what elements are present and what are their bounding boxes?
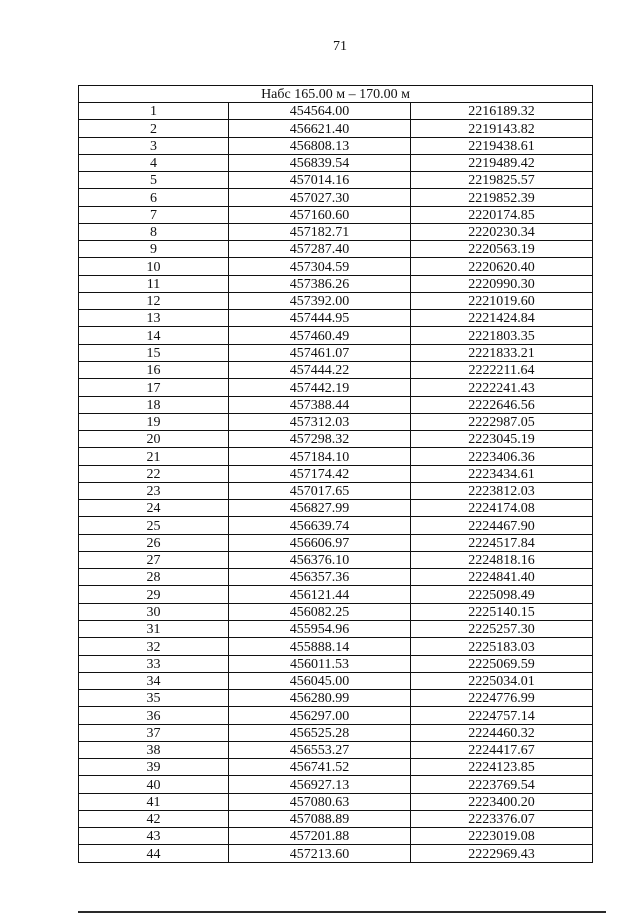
- point-number-cell: 5: [79, 172, 229, 189]
- table-row: [79, 431, 593, 448]
- y-coordinate-cell: 2221424.84: [411, 310, 593, 327]
- point-number-cell: 3: [79, 137, 229, 154]
- y-coordinate-cell: 2224460.32: [411, 724, 593, 741]
- point-number-cell: 43: [79, 828, 229, 845]
- table-row: [79, 189, 593, 206]
- point-number-cell: 16: [79, 361, 229, 378]
- table-row: [79, 172, 593, 189]
- point-number-cell: 22: [79, 465, 229, 482]
- y-coordinate-cell: 2225140.15: [411, 603, 593, 620]
- point-number-cell: 28: [79, 569, 229, 586]
- point-number-cell: 26: [79, 534, 229, 551]
- table-row: [79, 292, 593, 309]
- table-row: [79, 361, 593, 378]
- table-row: [79, 638, 593, 655]
- table-row: [79, 690, 593, 707]
- table-row: [79, 793, 593, 810]
- table-row: [79, 379, 593, 396]
- point-number-cell: 27: [79, 551, 229, 568]
- y-coordinate-cell: 2219438.61: [411, 137, 593, 154]
- x-coordinate-cell: 457460.49: [229, 327, 411, 344]
- y-coordinate-cell: 2223045.19: [411, 431, 593, 448]
- x-coordinate-cell: 457304.59: [229, 258, 411, 275]
- y-coordinate-cell: 2222646.56: [411, 396, 593, 413]
- y-coordinate-cell: 2224776.99: [411, 690, 593, 707]
- x-coordinate-cell: 456621.40: [229, 120, 411, 137]
- point-number-cell: 14: [79, 327, 229, 344]
- point-number-cell: 18: [79, 396, 229, 413]
- y-coordinate-cell: 2221019.60: [411, 292, 593, 309]
- table-row: [79, 551, 593, 568]
- point-number-cell: 19: [79, 413, 229, 430]
- x-coordinate-cell: 454564.00: [229, 103, 411, 120]
- y-coordinate-cell: 2223812.03: [411, 482, 593, 499]
- y-coordinate-cell: 2223376.07: [411, 810, 593, 827]
- x-coordinate-cell: 456121.44: [229, 586, 411, 603]
- table-row: [79, 258, 593, 275]
- x-coordinate-cell: 457017.65: [229, 482, 411, 499]
- table-row: [79, 465, 593, 482]
- table-row: [79, 206, 593, 223]
- point-number-cell: 2: [79, 120, 229, 137]
- y-coordinate-cell: 2221833.21: [411, 344, 593, 361]
- table-row: [79, 275, 593, 292]
- y-coordinate-cell: 2225183.03: [411, 638, 593, 655]
- x-coordinate-cell: 457184.10: [229, 448, 411, 465]
- table-header: [79, 86, 593, 103]
- y-coordinate-cell: 2224757.14: [411, 707, 593, 724]
- table-row: [79, 500, 593, 517]
- y-coordinate-cell: 2224467.90: [411, 517, 593, 534]
- y-coordinate-cell: 2220563.19: [411, 241, 593, 258]
- y-coordinate-cell: 2224123.85: [411, 759, 593, 776]
- point-number-cell: 39: [79, 759, 229, 776]
- x-coordinate-cell: 456827.99: [229, 500, 411, 517]
- x-coordinate-cell: 457298.32: [229, 431, 411, 448]
- x-coordinate-cell: 457388.44: [229, 396, 411, 413]
- table-row: [79, 448, 593, 465]
- x-coordinate-cell: 456525.28: [229, 724, 411, 741]
- point-number-cell: 20: [79, 431, 229, 448]
- x-coordinate-cell: 457312.03: [229, 413, 411, 430]
- table-title-cell: Набс 165.00 м – 170.00 м: [79, 86, 593, 103]
- x-coordinate-cell: 456376.10: [229, 551, 411, 568]
- y-coordinate-cell: 2222987.05: [411, 413, 593, 430]
- point-number-cell: 7: [79, 206, 229, 223]
- y-coordinate-cell: 2224174.08: [411, 500, 593, 517]
- x-coordinate-cell: 456082.25: [229, 603, 411, 620]
- x-coordinate-cell: 457080.63: [229, 793, 411, 810]
- scan-edge-line: [78, 911, 606, 913]
- page-number: 71: [333, 39, 347, 54]
- table-row: [79, 810, 593, 827]
- x-coordinate-cell: 456297.00: [229, 707, 411, 724]
- table-body: [79, 103, 593, 863]
- x-coordinate-cell: 456741.52: [229, 759, 411, 776]
- table-row: [79, 120, 593, 137]
- table-row: [79, 828, 593, 845]
- y-coordinate-cell: 2225069.59: [411, 655, 593, 672]
- table-row: [79, 741, 593, 758]
- table-row: [79, 517, 593, 534]
- point-number-cell: 32: [79, 638, 229, 655]
- point-number-cell: 41: [79, 793, 229, 810]
- y-coordinate-cell: 2225098.49: [411, 586, 593, 603]
- y-coordinate-cell: 2224517.84: [411, 534, 593, 551]
- point-number-cell: 8: [79, 223, 229, 240]
- x-coordinate-cell: 457287.40: [229, 241, 411, 258]
- table-row: [79, 103, 593, 120]
- y-coordinate-cell: 2225034.01: [411, 672, 593, 689]
- table-row: [79, 655, 593, 672]
- y-coordinate-cell: 2224818.16: [411, 551, 593, 568]
- x-coordinate-cell: 456280.99: [229, 690, 411, 707]
- table-row: [79, 413, 593, 430]
- point-number-cell: 31: [79, 620, 229, 637]
- point-number-cell: 11: [79, 275, 229, 292]
- table-row: [79, 586, 593, 603]
- y-coordinate-cell: 2223434.61: [411, 465, 593, 482]
- x-coordinate-cell: 457461.07: [229, 344, 411, 361]
- point-number-cell: 34: [79, 672, 229, 689]
- point-number-cell: 23: [79, 482, 229, 499]
- y-coordinate-cell: 2220174.85: [411, 206, 593, 223]
- table-row: [79, 724, 593, 741]
- point-number-cell: 37: [79, 724, 229, 741]
- point-number-cell: 15: [79, 344, 229, 361]
- y-coordinate-cell: 2222969.43: [411, 845, 593, 862]
- table-row: [79, 396, 593, 413]
- table-row: [79, 482, 593, 499]
- x-coordinate-cell: 455888.14: [229, 638, 411, 655]
- point-number-cell: 25: [79, 517, 229, 534]
- x-coordinate-cell: 457088.89: [229, 810, 411, 827]
- point-number-cell: 4: [79, 154, 229, 171]
- point-number-cell: 29: [79, 586, 229, 603]
- table-row: [79, 845, 593, 862]
- table-row: [79, 344, 593, 361]
- y-coordinate-cell: 2223400.20: [411, 793, 593, 810]
- x-coordinate-cell: 457014.16: [229, 172, 411, 189]
- x-coordinate-cell: 456606.97: [229, 534, 411, 551]
- table-row: [79, 759, 593, 776]
- y-coordinate-cell: 2219852.39: [411, 189, 593, 206]
- x-coordinate-cell: 457444.95: [229, 310, 411, 327]
- point-number-cell: 44: [79, 845, 229, 862]
- y-coordinate-cell: 2225257.30: [411, 620, 593, 637]
- point-number-cell: 21: [79, 448, 229, 465]
- table-row: [79, 569, 593, 586]
- table-row: [79, 776, 593, 793]
- point-number-cell: 38: [79, 741, 229, 758]
- y-coordinate-cell: 2220230.34: [411, 223, 593, 240]
- y-coordinate-cell: 2223019.08: [411, 828, 593, 845]
- point-number-cell: 10: [79, 258, 229, 275]
- y-coordinate-cell: 2219825.57: [411, 172, 593, 189]
- x-coordinate-cell: 456639.74: [229, 517, 411, 534]
- table-row: [79, 223, 593, 240]
- y-coordinate-cell: 2224841.40: [411, 569, 593, 586]
- y-coordinate-cell: 2224417.67: [411, 741, 593, 758]
- point-number-cell: 17: [79, 379, 229, 396]
- x-coordinate-cell: 456927.13: [229, 776, 411, 793]
- table-row: [79, 310, 593, 327]
- y-coordinate-cell: 2223769.54: [411, 776, 593, 793]
- point-number-cell: 12: [79, 292, 229, 309]
- y-coordinate-cell: 2220990.30: [411, 275, 593, 292]
- table-row: [79, 672, 593, 689]
- x-coordinate-cell: 456011.53: [229, 655, 411, 672]
- y-coordinate-cell: 2221803.35: [411, 327, 593, 344]
- x-coordinate-cell: 456045.00: [229, 672, 411, 689]
- y-coordinate-cell: 2223406.36: [411, 448, 593, 465]
- point-number-cell: 42: [79, 810, 229, 827]
- point-number-cell: 9: [79, 241, 229, 258]
- x-coordinate-cell: 455954.96: [229, 620, 411, 637]
- table-row: [79, 603, 593, 620]
- point-number-cell: 33: [79, 655, 229, 672]
- x-coordinate-cell: 457027.30: [229, 189, 411, 206]
- y-coordinate-cell: 2220620.40: [411, 258, 593, 275]
- y-coordinate-cell: 2219143.82: [411, 120, 593, 137]
- x-coordinate-cell: 456357.36: [229, 569, 411, 586]
- y-coordinate-cell: 2216189.32: [411, 103, 593, 120]
- table-row: [79, 137, 593, 154]
- x-coordinate-cell: 457213.60: [229, 845, 411, 862]
- table-row: [79, 154, 593, 171]
- table-row: [79, 620, 593, 637]
- x-coordinate-cell: 457386.26: [229, 275, 411, 292]
- y-coordinate-cell: 2222241.43: [411, 379, 593, 396]
- x-coordinate-cell: 457442.19: [229, 379, 411, 396]
- table-row: [79, 534, 593, 551]
- x-coordinate-cell: 457160.60: [229, 206, 411, 223]
- table-row: [79, 241, 593, 258]
- point-number-cell: 13: [79, 310, 229, 327]
- x-coordinate-cell: 456839.54: [229, 154, 411, 171]
- point-number-cell: 35: [79, 690, 229, 707]
- x-coordinate-cell: 457182.71: [229, 223, 411, 240]
- table-row: [79, 327, 593, 344]
- x-coordinate-cell: 456808.13: [229, 137, 411, 154]
- point-number-cell: 24: [79, 500, 229, 517]
- x-coordinate-cell: 457392.00: [229, 292, 411, 309]
- x-coordinate-cell: 457201.88: [229, 828, 411, 845]
- point-number-cell: 30: [79, 603, 229, 620]
- coordinates-table: [78, 85, 593, 863]
- point-number-cell: 1: [79, 103, 229, 120]
- y-coordinate-cell: 2222211.64: [411, 361, 593, 378]
- x-coordinate-cell: 457174.42: [229, 465, 411, 482]
- y-coordinate-cell: 2219489.42: [411, 154, 593, 171]
- point-number-cell: 40: [79, 776, 229, 793]
- x-coordinate-cell: 456553.27: [229, 741, 411, 758]
- table-row: [79, 707, 593, 724]
- x-coordinate-cell: 457444.22: [229, 361, 411, 378]
- table-header-row: [79, 86, 593, 103]
- point-number-cell: 36: [79, 707, 229, 724]
- point-number-cell: 6: [79, 189, 229, 206]
